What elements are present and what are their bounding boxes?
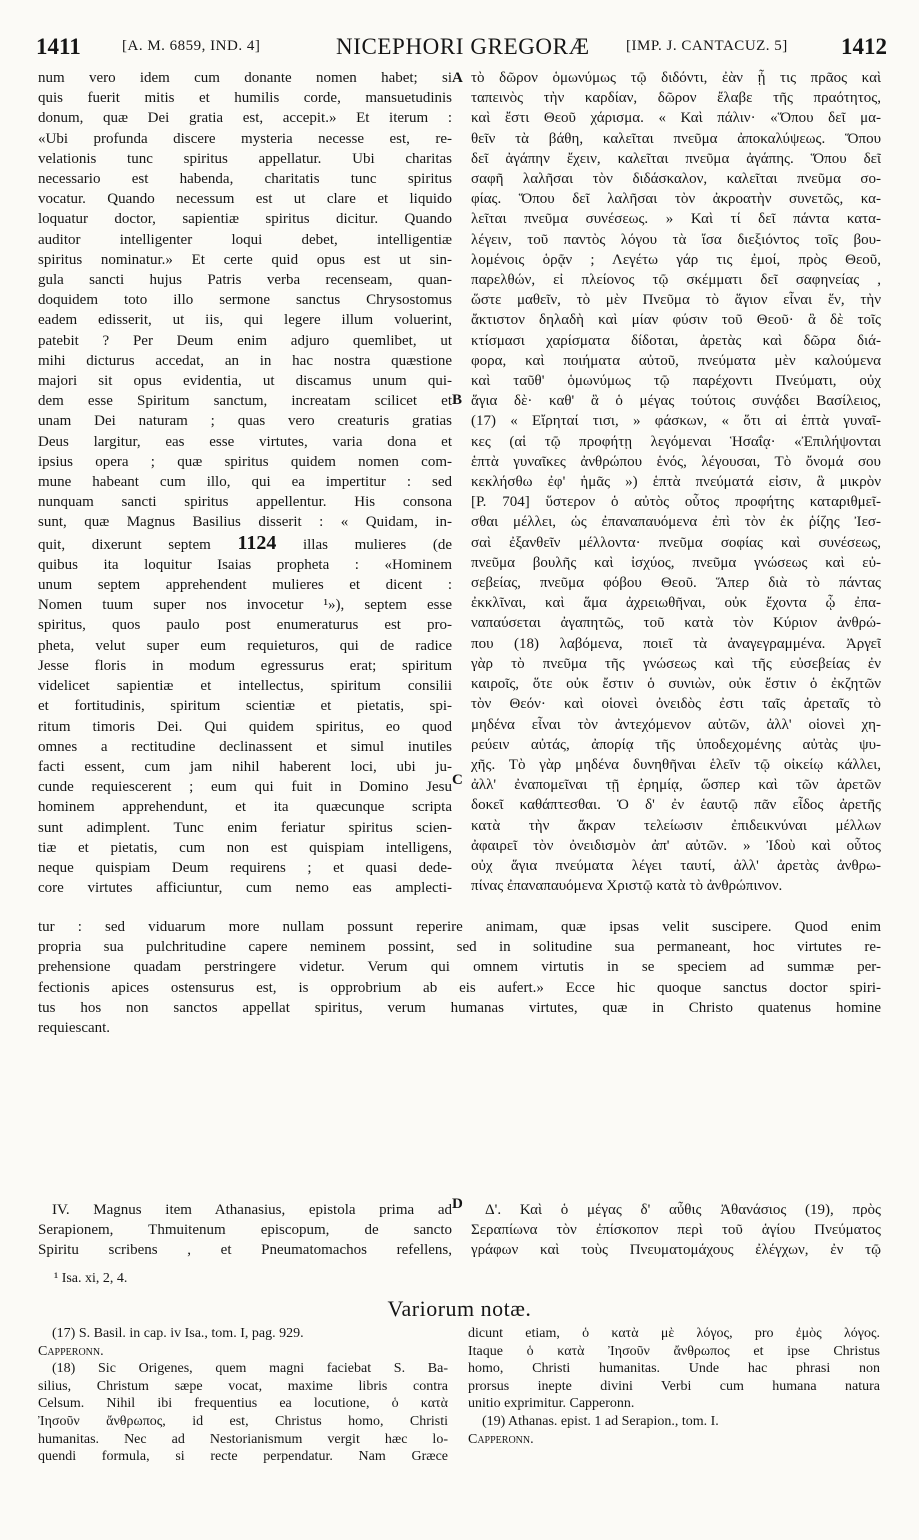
latin-iv-line: Serapionem, Thmuitenum episcopum, de sancto bbox=[38, 1222, 452, 1239]
scripture-footnote: ¹ Isa. xi, 2, 4. bbox=[54, 1271, 128, 1286]
notes-right-column bbox=[468, 1325, 880, 1448]
latin-line: core virtutes afficiuntur, cum nemo eas amplecti- bbox=[38, 880, 452, 897]
full-width-line: tus hos non sanctos appellat spiritus, verum humanas virtutes, quæ in Christo quatenus homine bbox=[38, 999, 881, 1016]
note-line: unitio exprimitur. Capperonn. bbox=[468, 1396, 635, 1412]
full-width-line: fectionis apices ostensurus est, is opprobrium ab eis aufert.» Ecce hic quoque sanctus doctor spiri- bbox=[38, 979, 881, 996]
latin-line: spiritus, quos paulo post enumeraturus est pro- bbox=[38, 617, 452, 634]
latin-line: videlicet sapientiæ et intellectus, spiritum consilii bbox=[38, 678, 452, 695]
latin-line: vocatur. Quando necessum est ut clare et liquido bbox=[38, 191, 452, 208]
latin-line: neque quispiam Deum requirens ; et quasi dede- bbox=[38, 859, 452, 876]
greek-line: κτίσμασι χαρίσματα δίδοται, ἀρετὰς καὶ δῶρα διά- bbox=[471, 332, 881, 349]
latin-line: mune habeant cum illo, qui ea impertitur : sed bbox=[38, 474, 452, 491]
latin-line: tiæ et pietatis, cum non est quispiam intelligens, bbox=[38, 839, 452, 856]
latin-line: doquidem toto illo sermone sanctus Chrysostomus bbox=[38, 292, 452, 309]
full-width-line: tur : sed viduarum more nullam possunt reperire animam, quæ ipsas velit suscipere. Quod enim bbox=[38, 919, 881, 935]
latin-line: velationis tunc spiritus appellatur. Ubi charitas bbox=[38, 150, 452, 167]
greek-line: πνεῦμα βουλῆς καὶ ἰσχύος, πνεῦμα γνώσεως καὶ εὐ- bbox=[471, 554, 881, 571]
latin-line: spiritus nominatur.» Et certe quid opus est ut sin- bbox=[38, 251, 452, 268]
greek-line: καὶ ταῦθ' ὁμωνύμως τῷ παρέχοντι Πνεύματι, οὐχ bbox=[471, 373, 881, 390]
latin-line: num vero idem cum donante nomen habet; si bbox=[38, 70, 452, 86]
greek-line: κατὰ τὴν ἄκραν τελείωσιν ἐπιδεικνύναι μέλλων bbox=[471, 817, 881, 834]
greek-line: μηδένα εἶναι τὸν ἀντεχόμενον αὐτῶν, ἀλλ' οἱονεὶ χη- bbox=[471, 716, 881, 733]
greek-iv-line: Δ'. Καὶ ὁ μέγας δ' αὖθις Ἀθανάσιος (19), πρὸς bbox=[485, 1202, 881, 1218]
latin-column bbox=[38, 68, 452, 898]
latin-line: nunquam sancti spiritus appellentur. His consona bbox=[38, 494, 452, 511]
greek-line: σθαι μέλλει, ὡς ἐπαναπαυόμενα ἐπὶ τὸν ἐκ ῥίζης Ἰεσ- bbox=[471, 514, 881, 531]
note-line: quendi formula, si recte perpendatur. Nam Græce bbox=[38, 1449, 448, 1465]
greek-line: φορα, καὶ ποιήματα αὐτοῦ, πνεύματα μὲν καλούμενα bbox=[471, 352, 881, 369]
greek-line: ναπαύσεται ἀγαπητῶς, τοῦ κατὰ τὸν Κύριον ἀνθρώ- bbox=[471, 615, 881, 632]
column-number: 1124 bbox=[237, 532, 277, 554]
greek-column bbox=[471, 68, 881, 896]
full-width-line: prehensione quadam perstringere videtur. Verum qui omnem virtutis in se speciem ad summæ per- bbox=[38, 959, 881, 976]
greek-line: ὥστε μαθεῖν, τὸ μὲν Πνεῦμα τὸ ἅγιον εἶναι ἕν, τὴν bbox=[471, 292, 881, 309]
note-line: Capperonn. bbox=[468, 1431, 534, 1447]
latin-line: eadem edisserit, ut iis, qui legere illum voluerint, bbox=[38, 312, 452, 329]
greek-line: λομένοις ὁρᾷν ; Λεγέτω γάρ τις ἐμοί, πρὸς Θεοῦ, bbox=[471, 251, 881, 268]
greek-line: δεῖ ἀγάπην ἔχειν, καλεῖται πνεῦμα ἀγάπης. Ὅπου δεῖ bbox=[471, 150, 881, 167]
margin-marker-a: A bbox=[452, 70, 463, 86]
latin-line: sunt adimplent. Tunc enim feriatur spiritus scien- bbox=[38, 819, 452, 836]
latin-line: donum, quæ Dei gratia est, accepit.» Et iterum : bbox=[38, 110, 452, 127]
latin-line: mihi dicturus accedat, an in hac nostra quæstione bbox=[38, 352, 452, 369]
margin-marker-d: D bbox=[452, 1196, 463, 1212]
latin-iv-line: Spiritu scribens , et Pneumatomachos refellens, bbox=[38, 1242, 452, 1259]
note-line: homo, Christi humanitas. Unde hac phrasi non bbox=[468, 1361, 880, 1377]
greek-line: τὸ δῶρον ὁμωνύμως τῷ διδόντι, ἐὰν ᾖ τις πρᾶος καὶ bbox=[471, 70, 881, 86]
margin-marker-c: C bbox=[452, 772, 463, 788]
margin-marker-b: B bbox=[452, 392, 463, 408]
greek-line: ταπεινὸς τὴν καρδίαν, δῶρον ἔλαβε τῆς πραότητος, bbox=[471, 90, 881, 107]
latin-section-iv bbox=[38, 1200, 452, 1261]
greek-line: ἑπτὰ γυναῖκες ἀνθρώπου ἑνός, λέγουσαι, Τὸ ὄνομά σου bbox=[471, 453, 881, 470]
latin-line-with-column-number bbox=[38, 533, 452, 555]
latin-line-part: illas mulieres (de bbox=[302, 536, 452, 553]
section-reference-right: [IMP. J. CANTACUZ. 5] bbox=[626, 38, 788, 54]
notes-heading: Variorum notæ. bbox=[387, 1296, 532, 1321]
greek-line: κεκλήσθω ἐφ' ἡμᾶς ») ἑπτὰ πνεύματά εἰσιν, ἃ μικρὸν bbox=[471, 474, 881, 491]
greek-line: κες (αἱ τῷ προφήτῃ λεγόμεναι Ἡσαΐᾳ· «Ἐπιλήψονται bbox=[471, 433, 881, 450]
note-line: (17) S. Basil. in cap. iv Isa., tom. I, pag. 929. bbox=[52, 1326, 304, 1341]
full-width-line: requiescant. bbox=[38, 1020, 111, 1037]
note-line: Ἰησοῦν ἄνθρωπος, id est, Christus homo, Christi bbox=[38, 1413, 448, 1429]
latin-line: unum septem apprehendent mulieres et dicent : bbox=[38, 577, 452, 594]
note-line: humanitas. Nec ad Nestorianismum vergit hæc lo- bbox=[38, 1431, 448, 1447]
latin-line: cunde requiescerent ; eum qui fuit in Domino Jesu bbox=[38, 779, 452, 796]
latin-iv-line: IV. Magnus item Athanasius, epistola prima ad bbox=[52, 1202, 452, 1218]
greek-line: θεῖν τὰ βάθη, καλεῖται πνεῦμα ἀποκαλύψεως. Ὅπου bbox=[471, 130, 881, 147]
latin-line: et fortitudinis, spiritum scientiæ et pietatis, spi- bbox=[38, 698, 452, 715]
latin-line: facti essent, cum jam nihil haberent loci, ubi ju- bbox=[38, 758, 452, 775]
latin-line: auditor intelligenter loqui debet, intelligentiæ bbox=[38, 231, 452, 248]
running-header bbox=[36, 34, 887, 64]
latin-line: ritum timoris Dei. Qui quidem spiritus, eo quod bbox=[38, 718, 452, 735]
page-number-right: 1412 bbox=[841, 34, 887, 59]
greek-line: [P. 704] ὕστερον ὁ αὐτὸς οὗτος προφήτης καταριθμεῖ- bbox=[471, 494, 881, 511]
latin-line: «Ubi profunda discere mysteria necesse est, re- bbox=[38, 130, 452, 147]
latin-line: Nomen tuum super nos invocetur ¹»), septem esse bbox=[38, 597, 452, 614]
page-number-left: 1411 bbox=[36, 34, 81, 59]
greek-line: λεῖται πνεῦμα συνέσεως. » Καὶ τί δεῖ πάντα κατα- bbox=[471, 211, 881, 228]
full-width-line: propria sua pulchritudine capere neminem possint, sed in solitudine sua permaneant, hoc virtutes re- bbox=[38, 939, 881, 956]
greek-line: χῆς. Τὸ γὰρ μηδένα δυνηθῆναι ἑλεῖν τῷ οἰκείῳ κάλλει, bbox=[471, 756, 881, 773]
latin-line: sunt, quæ Magnus Basilius disserit : « Quidam, in- bbox=[38, 514, 452, 531]
latin-line: quibus ita loquitur Isaias propheta : «Hominem bbox=[38, 556, 452, 573]
greek-line: σαὶ ἐξανθεῖν μέλλοντα· πνεῦμα σοφίας καὶ συνέσεως, bbox=[471, 534, 881, 551]
latin-line: patebit ? Per Deum enim adjuro quemlibet, ut bbox=[38, 332, 452, 349]
note-line: prorsus inepte divini Verbi cum humana natura bbox=[468, 1378, 880, 1394]
greek-line: ἅγια δὲ· καθ' ἃ ὁ μέγας τούτοις συνᾴδει Βασίλειος, bbox=[471, 393, 881, 410]
latin-line: majori sit opus evidentia, ut discamus unum qui- bbox=[38, 373, 452, 390]
greek-line: σεβείας, πνεῦμα φόβου Θεοῦ. Ἅπερ διὰ τὸ πάντας bbox=[471, 575, 881, 592]
greek-line: πίνας ἐπαναπαυόμενα Χριστῷ κατὰ τὸ ἀνθρώπινον. bbox=[471, 878, 783, 895]
latin-line: loquatur doctor, sapientiæ spiritus dicitur. Quando bbox=[38, 211, 452, 228]
full-width-paragraph bbox=[38, 917, 881, 1038]
latin-line: Deus largitur, eas esse virtutes, varia dona et bbox=[38, 433, 452, 450]
greek-line: τὸν Θεόν· καὶ οἱονεὶ ὀνειδὸς ἐστι ταῖς ἀρεταῖς τὸ bbox=[471, 696, 881, 713]
greek-line: φίας. Ὅπου δεῖ λαλῆσαι τὸν ἀκροατὴν συνετῶς, κα- bbox=[471, 191, 881, 208]
section-reference-left: [A. M. 6859, IND. 4] bbox=[122, 38, 261, 54]
note-line: dicunt etiam, ὁ κατὰ μὲ λόγος, pro ἐμὸς λόγος. bbox=[468, 1326, 880, 1341]
latin-line: omnes a rectitudine declinassent et simul inutiles bbox=[38, 738, 452, 755]
greek-iv-line: γράφων καὶ τοὺς Πνευματομάχους ἐλέγχων, ἐν τῷ bbox=[471, 1242, 881, 1259]
greek-line: ἄκτιστον δηλαδὴ καὶ μίαν φύσιν τοῦ Θεοῦ· ἃ δὲ τοῖς bbox=[471, 312, 881, 329]
greek-line: καιροῖς, ὅτε οὐκ ἔστιν ὁ συνιὼν, οὐκ ἔστιν ὁ ἐκζητῶν bbox=[471, 676, 881, 693]
latin-line: gula sancti hujus Patris verba recenseam, quan- bbox=[38, 272, 452, 289]
greek-iv-line: Σεραπίωνα τὸν ἐπίσκοπον περὶ τοῦ ἁγίου Πνεύματος bbox=[471, 1222, 881, 1239]
greek-line: ἐκκλῖναι, καὶ ἅμα ἀχρειωθῆναι, οὐκ ἔχοντα ᾧ ἐπα- bbox=[471, 595, 881, 612]
greek-line: ἀφαιρεῖ τὸν ὀνειδισμὸν ἀπ' αὐτῶν. » Ἰδοὺ καὶ οὗτος bbox=[471, 837, 881, 854]
notes-left-column bbox=[38, 1325, 448, 1466]
greek-line: που (18) λαβόμενα, ποιεῖ τὰ ἀναγεγραμμένα. Ἀργεῖ bbox=[471, 635, 881, 652]
greek-line: παρελθών, εἰ πλείονος τῷ σκέμματι δεῖ σαφηνείας , bbox=[471, 272, 881, 289]
greek-line: (17) « Εἴρηταί τισι, » φάσκων, « ὅτι αἱ ἑπτὰ γυναῖ- bbox=[471, 413, 881, 430]
note-line: silius, Christum sæpe vocat, maxime libris contra bbox=[38, 1378, 448, 1394]
greek-section-iv bbox=[471, 1200, 881, 1261]
greek-line: ρεύειν αὐτάς, ἀπορίᾳ τῆς ὑποδεχομένης αὐτὰς ψυ- bbox=[471, 736, 881, 753]
note-line: (19) Athanas. epist. 1 ad Serapion., tom. I. bbox=[482, 1413, 719, 1429]
latin-line: quis fuerit mitis et humilis corde, mansuetudinis bbox=[38, 90, 452, 107]
greek-line: οὐχ ἅγια πνεύματα λέγει ταυτί, ἀλλ' ἀρετὰς ἀνθρω- bbox=[471, 857, 881, 874]
note-line: Itaque ὁ κατὰ Ἰησοῦν ἄνθρωπος et ipse Christus bbox=[468, 1343, 880, 1359]
greek-line: δοκεῖ καθάπτεσθαι. Ὁ δ' ἐν ἑαυτῷ πᾶν εἶδος ἀρετῆς bbox=[471, 797, 881, 814]
running-title: NICEPHORI GREGORÆ bbox=[336, 34, 590, 59]
greek-line: γὰρ τὸ πνεῦμα τῆς γνώσεως καὶ τῆς εὐσεβείας ἐν bbox=[471, 655, 881, 672]
note-line: (18) Sic Origenes, quem magni faciebat S. Ba- bbox=[52, 1361, 448, 1377]
note-line: Celsum. Nihil ibi frequentius ea locutione, ὁ κατὰ bbox=[38, 1396, 448, 1412]
latin-line: unam Dei naturam ; quas vero creaturis gratias bbox=[38, 413, 452, 430]
greek-line: σαφῆ λαλῆσαι τὸν διδάσκαλον, καλεῖται πνεῦμα σο- bbox=[471, 171, 881, 188]
latin-line: Jesse floris in modum egressurus erat; spiritum bbox=[38, 657, 452, 674]
latin-line: ipsius opera ; quæ spiritus quidem nomen com- bbox=[38, 453, 452, 470]
latin-line: hominem apprehendunt, et ita quæcunque scripta bbox=[38, 799, 452, 816]
greek-line: καὶ ἔστι Θεοῦ χάρισμα. « Καὶ πάλιν· «Ὅπου δεῖ μα- bbox=[471, 110, 881, 127]
greek-line: ἀλλ' ἐναπομεῖναι τῇ ἐρημίᾳ, ὥσπερ καὶ τῶν ἀρετῶν bbox=[471, 777, 881, 794]
latin-line-part: quit, dixerunt septem bbox=[38, 536, 211, 553]
latin-line: dem esse Spiritum sanctum, increatam scilicet et bbox=[38, 393, 452, 410]
latin-line: pheta, velut super eum requieturos, qui de radice bbox=[38, 637, 452, 654]
latin-line: necessario est habenda, charitatis tunc spiritus bbox=[38, 171, 452, 188]
note-line: Capperonn. bbox=[38, 1343, 104, 1359]
greek-line: λέγειν, τοῦ παντὸς λόγου τὰ ἴσα διεξιόντος τοῖς βου- bbox=[471, 231, 881, 248]
